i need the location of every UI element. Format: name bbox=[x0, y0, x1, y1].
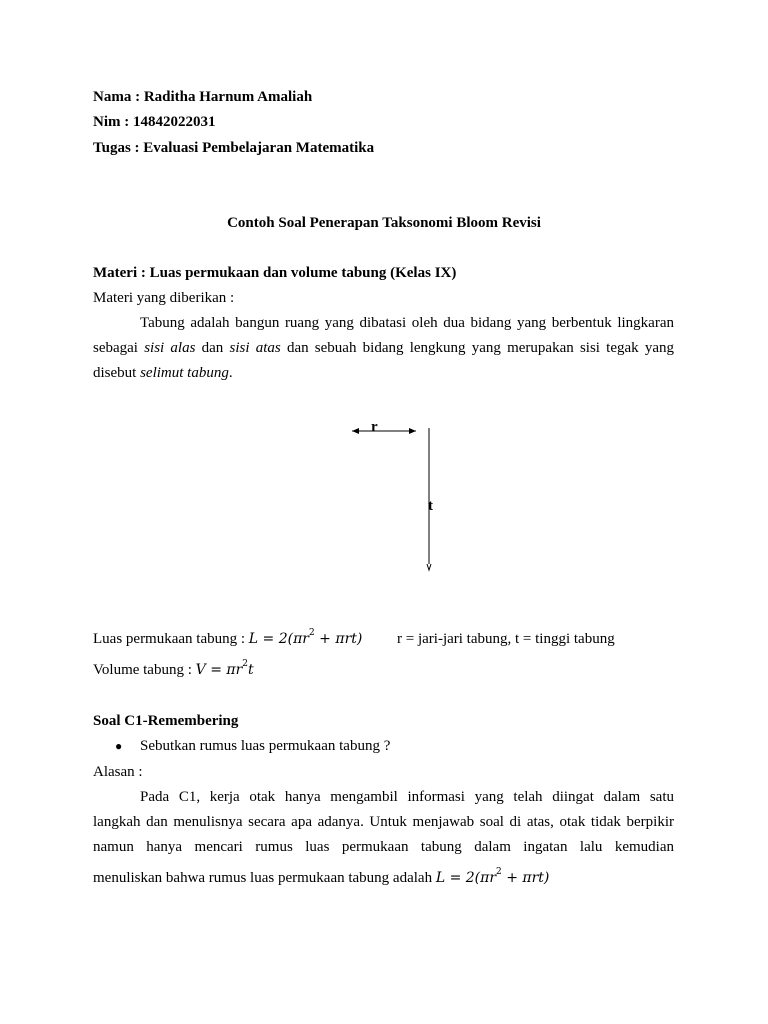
alasan-label: Alasan : bbox=[93, 764, 143, 780]
student-name: Nama : Raditha Harnum Amaliah bbox=[93, 89, 313, 105]
soal-c1-heading: Soal C1-Remembering bbox=[93, 713, 239, 729]
volume-formula-line: Volume tabung : $V = \pi r^2t$ bbox=[93, 659, 254, 678]
alasan-line-4: menuliskan bahwa rumus luas permukaan tabung adalah $L = 2(\pi r^2 + \pi rt)$ bbox=[93, 867, 550, 886]
materi-paragraph-line-3: disebut selimut tabung. bbox=[93, 365, 233, 381]
alasan-line-2: langkah dan menulisnya secara apa adanya. Untuk menjawab soal di atas, otak tidak berpikir bbox=[93, 814, 674, 830]
cylinder-diagram-svg bbox=[340, 414, 450, 574]
document-title: Contoh Soal Penerapan Taksonomi Bloom Revisi bbox=[227, 215, 541, 231]
soal-c1-question: Sebutkan rumus luas permukaan tabung ? bbox=[140, 738, 391, 754]
variable-legend: r = jari-jari tabung, t = tinggi tabung bbox=[397, 631, 615, 647]
radius-label: r bbox=[371, 419, 378, 435]
materi-paragraph-line-1: Tabung adalah bangun ruang yang dibatasi oleh dua bidang yang berbentuk lingkaran bbox=[140, 315, 674, 331]
materi-paragraph-line-2: sebagai sisi alas dan sisi atas dan sebuah bidang lengkung yang merupakan sisi tegak yang bbox=[93, 340, 675, 356]
cylinder-diagram bbox=[340, 414, 450, 574]
luas-formula-line: Luas permukaan tabung : $L = 2(\pi r^2 + \pi rt)$ bbox=[93, 628, 363, 647]
student-nim: Nim : 14842022031 bbox=[93, 114, 216, 130]
height-line-end bbox=[427, 564, 431, 570]
assignment-title: Tugas : Evaluasi Pembelajaran Matematika bbox=[93, 140, 375, 156]
materi-heading: Materi : Luas permukaan dan volume tabung (Kelas IX) bbox=[93, 265, 457, 281]
height-label: t bbox=[428, 498, 433, 514]
alasan-line-3: namun hanya mencari rumus luas permukaan tabung dalam ingatan lalu kemudian bbox=[93, 839, 674, 855]
materi-given-label: Materi yang diberikan : bbox=[93, 290, 235, 306]
bullet-icon: ● bbox=[115, 739, 123, 753]
alasan-line-1: Pada C1, kerja otak hanya mengambil informasi yang telah diingat dalam satu bbox=[140, 789, 674, 805]
